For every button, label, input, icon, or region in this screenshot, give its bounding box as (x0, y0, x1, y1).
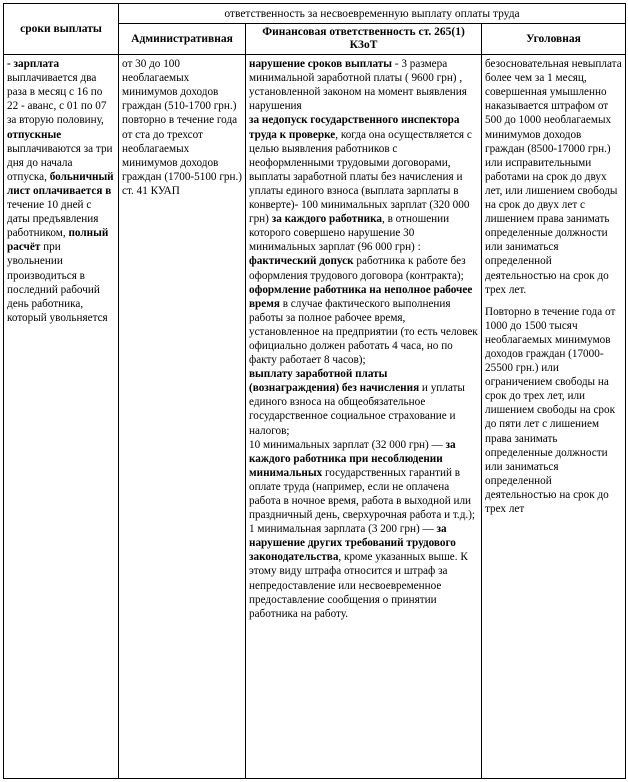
header-criminal: Уголовная (482, 24, 626, 55)
criminal-paragraph-2: Повторно в течение года от 1000 до 1500 тысяч необлагаемых минимумов доходов граждан (17000-25500 грн.) или ограничением свободы на срок до трех лет, или лишением свободы на срок до пяти лет с лишением права занимать определенные должности или заниматься определенной деятельностью на срок до трех лет (485, 305, 616, 515)
text-run: , когда она осуществляется с целью выявления работников с неоформленными трудовыми договорами, выплаты заработной платы без начисления и уплаты единого взноса (выплата зарплаты в конверте)- 100 минимальных зарплат (320 000 грн) (249, 128, 472, 226)
text-run: при увольнении производиться в последний рабочий день работника, который увольняется (7, 241, 108, 324)
liability-table (3, 3, 626, 779)
financial-paragraph (249, 113, 478, 254)
bold-text-run: оформление работника на неполное рабочее время (249, 283, 473, 310)
cell-payment-terms (4, 55, 119, 779)
bold-text-run: за нарушение других требований трудового законодательства (249, 523, 456, 564)
financial-paragraph (249, 438, 478, 523)
text-run: выплачиваются за три дня до начала отпуска, (7, 142, 113, 183)
text-run: и уплаты единого взноса на общеобязательное государственное социальное страхование и налогов; (249, 382, 465, 437)
text-run: течение 10 дней с даты предъявления работником, (7, 199, 99, 240)
cell-criminal (482, 55, 626, 779)
header-liability: ответственность за несвоевременную выплату оплаты труда (119, 4, 626, 24)
bold-text-run: больничный лист оплачивается в (7, 170, 114, 197)
header-payment-terms: сроки выплаты (4, 4, 119, 55)
financial-liability-text (249, 57, 478, 621)
bold-text-run: полный расчёт (7, 227, 109, 254)
text-run: 1 минимальная зарплата (3 200 грн) — (249, 523, 437, 536)
financial-paragraph (249, 367, 478, 437)
financial-paragraph (249, 254, 478, 282)
bold-text-run: за каждого работника при несоблюдении минимальных (249, 438, 456, 479)
financial-paragraph (249, 283, 478, 368)
financial-paragraph (249, 57, 478, 113)
bold-text-run: - зарплата (7, 58, 60, 71)
text-run: 10 минимальных зарплат (32 000 грн) — (249, 438, 446, 451)
bold-text-run: отпускные (7, 128, 62, 141)
bold-text-run: нарушение сроков выплаты (249, 58, 393, 71)
financial-paragraph (249, 522, 478, 621)
bold-text-run: выплату заработной платы (вознаграждения) без начисления (249, 368, 420, 395)
header-financial: Финансовая ответственность ст. 265(1) КЗоТ (246, 24, 482, 55)
cell-administrative: от 30 до 100 необлагаемых минимумов доходов граждан (510-1700 грн.) повторно в течение года от ста до трехсот необлагаемых минимумов доходов граждан (1700-5100 грн.) ст. 41 КУАП (119, 55, 246, 779)
header-administrative: Административная (119, 24, 246, 55)
text-run: государственных гарантий в оплате труда (например, если не оплачена работа в ночное время, работа в выходной или праздничный день, сверхурочная работа и т.д.); (249, 466, 476, 522)
text-run: выплачивается два раза в месяц с 16 по 22 - аванс, с 01 по 07 за вторую половину, (7, 72, 107, 127)
bold-text-run: за каждого работника (271, 213, 382, 226)
bold-text-run: фактический допуск (249, 255, 354, 268)
cell-financial (246, 55, 482, 779)
bold-text-run: за недопуск государственного инспектора труда к проверке (249, 114, 460, 141)
text-run: - 3 размера минимальной заработной платы ( 9600 грн) , установленной законом на момент выявления нарушения (249, 58, 467, 113)
criminal-paragraph-1: безосновательная невыплата более чем за 1 месяц, совершенная умышленно наказывается штрафом от 500 до 1000 необлагаемых минимумов доходов граждан (8500-17000 грн.) или исправительными работами на срок до двух лет, или лишением свободы на срок до двух лет с лишением права занимать определенные должности или заниматься определенной деятельностью на срок до трех лет. (485, 58, 622, 296)
text-run: работника к работе без оформления трудового договора (контракта); (249, 255, 466, 282)
text-run: , кроме указанных выше. К этому виду штрафа относится и штраф за непредоставление или несвоевременное предоставление сообщения о принятии работника на работу. (249, 551, 468, 620)
text-run: в случае фактического выполнения работы за полное рабочее время, установленное на предприятии (то есть человек официально должен работать 4 часа, но по факту работает 8 часов); (249, 297, 478, 367)
payment-terms-text (7, 57, 115, 325)
text-run: , в отношении которого совершено нарушение 30 минимальных зарплат (96 000 грн) : (249, 213, 450, 254)
